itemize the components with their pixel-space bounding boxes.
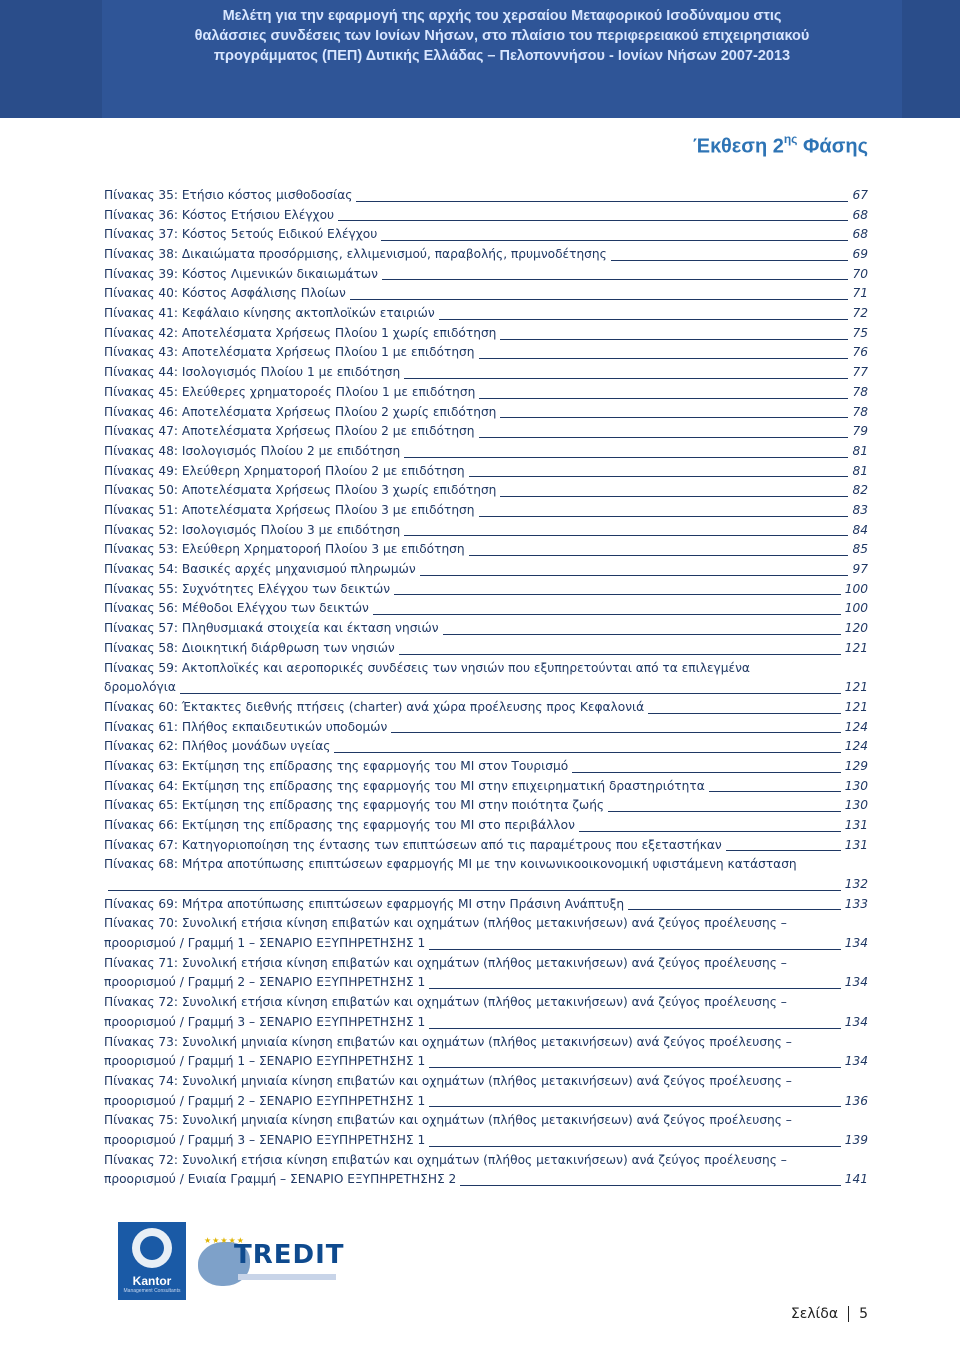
toc-entry-title: Πίνακας 56: Μέθοδοι Ελέγχου των δεικτών xyxy=(104,601,369,616)
toc-leader-line xyxy=(338,220,848,221)
toc-entry-page: 100 xyxy=(844,601,868,616)
toc-leader-line xyxy=(469,555,849,556)
phase-heading-prefix: Έκθεση 2 xyxy=(693,135,784,158)
toc-entry-page: 141 xyxy=(844,1172,868,1187)
toc-leader-line xyxy=(394,594,841,595)
toc-entry[interactable] xyxy=(104,363,868,383)
toc-leader-line xyxy=(648,713,841,714)
toc-entry-page: 81 xyxy=(852,443,868,458)
toc-entry-title: Πίνακας 69: Μήτρα αποτύπωσης επιπτώσεων εφαρμογής ΜΙ στην Πράσινη Ανάπτυξη xyxy=(104,896,625,911)
toc-entry-page: 78 xyxy=(852,384,868,399)
kantor-logo-subtext: Management Consultants xyxy=(123,1288,181,1294)
page-label: Σελίδα xyxy=(790,1306,839,1322)
toc-entry-page: 132 xyxy=(844,877,868,892)
toc-leader-line xyxy=(429,988,840,989)
toc-leader-line xyxy=(381,240,848,241)
toc-entry-page: 130 xyxy=(844,778,868,793)
toc-leader-line xyxy=(460,1185,840,1186)
toc-entry[interactable] xyxy=(104,1151,868,1190)
toc-entry-page: 67 xyxy=(852,187,868,202)
toc-entry-page: 77 xyxy=(852,365,868,380)
toc-entry-page: 134 xyxy=(844,1014,868,1029)
toc-entry[interactable] xyxy=(104,954,868,993)
toc-entry[interactable] xyxy=(104,521,868,541)
toc-entry[interactable] xyxy=(104,324,868,344)
toc-entry[interactable] xyxy=(104,895,868,915)
toc-leader-line xyxy=(628,909,841,910)
toc-entry-title: Πίνακας 47: Αποτελέσματα Χρήσεως Πλοίου 2 με επιδότηση xyxy=(104,424,475,439)
toc-entry[interactable] xyxy=(104,737,868,757)
toc-entry-title: προορισμού / Γραμμή 2 – ΣΕΝΑΡΙΟ ΕΞΥΠΗΡΕΤΗΣΗΣ 1 xyxy=(104,1093,426,1108)
toc-entry-title: Πίνακας 49: Ελεύθερη Χρηματοροή Πλοίου 2 με επιδότηση xyxy=(104,463,465,478)
tredit-logo xyxy=(198,1236,345,1292)
toc-entry-page: 124 xyxy=(844,739,868,754)
toc-leader-line xyxy=(429,1146,840,1147)
toc-leader-line xyxy=(108,890,841,891)
toc-entry[interactable] xyxy=(104,1072,868,1111)
toc-leader-line xyxy=(382,279,849,280)
document-header xyxy=(0,0,960,118)
toc-entry[interactable] xyxy=(104,304,868,324)
toc-leader-line xyxy=(439,319,849,320)
document-header-title xyxy=(102,6,902,66)
toc-entry-page: 134 xyxy=(844,975,868,990)
toc-entry-page: 82 xyxy=(852,483,868,498)
toc-entry-page: 71 xyxy=(852,286,868,301)
toc-entry-title: Πίνακας 64: Εκτίμηση της επίδρασης της εφαρμογής του ΜΙ στην επιχειρηματική δραστηριότητα xyxy=(104,778,705,793)
toc-entry[interactable] xyxy=(104,442,868,462)
toc-entry-first-line: Πίνακας 68: Μήτρα αποτύπωσης επιπτώσεων εφαρμογής ΜΙ με την κοινωνικοοικονομική υφιστάμενη κατάσταση xyxy=(104,857,797,872)
toc-entry-page: 121 xyxy=(844,640,868,655)
toc-entry-page: 78 xyxy=(852,404,868,419)
header-title-line: Μελέτη για την εφαρμογή της αρχής του χερσαίου Μεταφορικού Ισοδύναμου στις xyxy=(222,8,782,24)
toc-entry[interactable] xyxy=(104,1033,868,1072)
toc-entry-page: 68 xyxy=(852,227,868,242)
toc-entry-page: 136 xyxy=(844,1093,868,1108)
toc-entry-page: 121 xyxy=(844,680,868,695)
toc-entry-title: Πίνακας 55: Συχνότητες Ελέγχου των δεικτών xyxy=(104,581,390,596)
toc-entry-page: 121 xyxy=(844,699,868,714)
toc-entry[interactable] xyxy=(104,186,868,206)
toc-entry[interactable] xyxy=(104,1111,868,1150)
toc-entry-title: Πίνακας 36: Κόστος Ετήσιου Ελέγχου xyxy=(104,207,335,222)
toc-entry-page: 131 xyxy=(844,817,868,832)
tredit-logo-text: TREDIT xyxy=(234,1240,345,1270)
toc-leader-line xyxy=(356,201,848,202)
toc-leader-line xyxy=(391,732,840,733)
toc-entry[interactable] xyxy=(104,757,868,777)
toc-entry-title: Πίνακας 50: Αποτελέσματα Χρήσεως Πλοίου 3 χωρίς επιδότηση xyxy=(104,483,497,498)
toc-entry[interactable] xyxy=(104,836,868,856)
toc-entry-page: 134 xyxy=(844,936,868,951)
toc-entry-title: Πίνακας 52: Ισολογισμός Πλοίου 3 με επιδότηση xyxy=(104,522,401,537)
toc-entry-title: Πίνακας 35: Ετήσιο κόστος μισθοδοσίας xyxy=(104,187,353,202)
toc-leader-line xyxy=(572,772,841,773)
toc-entry-page: 129 xyxy=(844,758,868,773)
toc-entry[interactable] xyxy=(104,462,868,482)
header-title-line: θαλάσσιες συνδέσεις των Ιονίων Νήσων, στο πλαίσιο του περιφερειακού επιχειρησιακού xyxy=(194,28,810,44)
toc-entry-title: Πίνακας 60: Έκτακτες διεθνής πτήσεις (charter) ανά χώρα προέλευσης προς Κεφαλονιά xyxy=(104,699,645,714)
toc-entry-page: 79 xyxy=(852,424,868,439)
toc-entry[interactable] xyxy=(104,560,868,580)
toc-leader-line xyxy=(500,417,848,418)
toc-entry-first-line: Πίνακας 72: Συνολική ετήσια κίνηση επιβατών και οχημάτων (πλήθος μετακινήσεων) ανά ζεύγος προέλευσης – xyxy=(104,995,787,1010)
toc-entry-page: 131 xyxy=(844,837,868,852)
toc-entry-title: Πίνακας 39: Κόστος Λιμενικών δικαιωμάτων xyxy=(104,266,378,281)
eu-stars-icon: ★★★★★ xyxy=(204,1236,245,1245)
toc-leader-line xyxy=(429,1106,840,1107)
header-right-band xyxy=(902,0,960,118)
table-of-tables-list xyxy=(104,186,868,1190)
toc-leader-line xyxy=(500,496,848,497)
toc-leader-line xyxy=(608,811,841,812)
toc-entry[interactable] xyxy=(104,403,868,423)
toc-entry[interactable] xyxy=(104,580,868,600)
toc-leader-line xyxy=(404,535,848,536)
toc-entry-page: 85 xyxy=(852,542,868,557)
toc-entry-title: Πίνακας 62: Πλήθος μονάδων υγείας xyxy=(104,739,331,754)
toc-entry-title: Πίνακας 48: Ισολογισμός Πλοίου 2 με επιδότηση xyxy=(104,443,401,458)
page-number: 5 xyxy=(859,1306,868,1322)
toc-entry[interactable] xyxy=(104,639,868,659)
toc-entry-page: 124 xyxy=(844,719,868,734)
toc-entry-page: 81 xyxy=(852,463,868,478)
footer-logos xyxy=(118,1222,418,1302)
toc-leader-line xyxy=(429,1028,840,1029)
toc-leader-line xyxy=(469,476,849,477)
toc-entry-first-line: Πίνακας 73: Συνολική μηνιαία κίνηση επιβατών και οχημάτων (πλήθος μετακινήσεων) ανά ζεύγος προέλευσης – xyxy=(104,1034,792,1049)
toc-entry[interactable] xyxy=(104,344,868,364)
kantor-logo xyxy=(118,1222,186,1300)
toc-entry-title: προορισμού / Ενιαία Γραμμή – ΣΕΝΑΡΙΟ ΕΞΥΠΗΡΕΤΗΣΗΣ 2 xyxy=(104,1172,457,1187)
toc-entry-title: δρομολόγια xyxy=(104,680,176,695)
toc-entry-title: Πίνακας 66: Εκτίμηση της επίδρασης της εφαρμογής του ΜΙ στο περιβάλλον xyxy=(104,817,575,832)
toc-entry-title: Πίνακας 58: Διοικητική διάρθρωση των νησιών xyxy=(104,640,395,655)
toc-entry-title: Πίνακας 51: Αποτελέσματα Χρήσεως Πλοίου 3 με επιδότηση xyxy=(104,502,475,517)
toc-leader-line xyxy=(500,339,848,340)
toc-entry-page: 69 xyxy=(852,247,868,262)
toc-entry[interactable] xyxy=(104,481,868,501)
toc-leader-line xyxy=(404,378,848,379)
toc-entry[interactable] xyxy=(104,659,868,698)
toc-entry-title: Πίνακας 40: Κόστος Ασφάλισης Πλοίων xyxy=(104,286,346,301)
toc-entry-page: 120 xyxy=(844,621,868,636)
toc-entry-last-line xyxy=(104,974,868,994)
toc-entry-title: προορισμού / Γραμμή 3 – ΣΕΝΑΡΙΟ ΕΞΥΠΗΡΕΤΗΣΗΣ 1 xyxy=(104,1014,426,1029)
toc-entry[interactable] xyxy=(104,914,868,953)
toc-entry-title: Πίνακας 46: Αποτελέσματα Χρήσεως Πλοίου 2 χωρίς επιδότηση xyxy=(104,404,497,419)
header-left-band xyxy=(0,0,102,118)
toc-entry[interactable] xyxy=(104,777,868,797)
phase-heading xyxy=(693,134,868,159)
toc-entry[interactable] xyxy=(104,501,868,521)
toc-entry-title: προορισμού / Γραμμή 3 – ΣΕΝΑΡΙΟ ΕΞΥΠΗΡΕΤΗΣΗΣ 1 xyxy=(104,1132,426,1147)
kantor-logo-text: Kantor xyxy=(132,1274,172,1288)
toc-entry-first-line: Πίνακας 72: Συνολική ετήσια κίνηση επιβατών και οχημάτων (πλήθος μετακινήσεων) ανά ζεύγος προέλευσης – xyxy=(104,1152,787,1167)
toc-entry-title: προορισμού / Γραμμή 1 – ΣΕΝΑΡΙΟ ΕΞΥΠΗΡΕΤΗΣΗΣ 1 xyxy=(104,936,426,951)
toc-entry-last-line xyxy=(104,678,868,698)
toc-entry-page: 76 xyxy=(852,345,868,360)
toc-entry-page: 97 xyxy=(852,562,868,577)
toc-entry[interactable] xyxy=(104,816,868,836)
toc-entry-first-line: Πίνακας 74: Συνολική μηνιαία κίνηση επιβατών και οχημάτων (πλήθος μετακινήσεων) ανά ζεύγος προέλευσης – xyxy=(104,1073,792,1088)
toc-leader-line xyxy=(611,260,849,261)
toc-entry-last-line xyxy=(104,1170,868,1190)
toc-entry-last-line xyxy=(104,934,868,954)
toc-entry[interactable] xyxy=(104,993,868,1032)
page-separator xyxy=(848,1306,849,1322)
toc-entry[interactable] xyxy=(104,619,868,639)
toc-entry-title: Πίνακας 65: Εκτίμηση της επίδρασης της εφαρμογής του ΜΙ στην ποιότητα ζωής xyxy=(104,798,605,813)
toc-leader-line xyxy=(404,457,848,458)
toc-entry-title: Πίνακας 67: Κατηγοριοποίηση της έντασης των επιπτώσεων από τις παραμέτρους που εξεταστήκαν xyxy=(104,837,722,852)
toc-entry[interactable] xyxy=(104,206,868,226)
toc-leader-line xyxy=(579,831,841,832)
toc-leader-line xyxy=(350,299,849,300)
toc-entry[interactable] xyxy=(104,540,868,560)
toc-leader-line xyxy=(429,1067,840,1068)
toc-entry[interactable] xyxy=(104,698,868,718)
toc-entry-last-line xyxy=(104,1092,868,1112)
toc-leader-line xyxy=(373,614,841,615)
toc-entry-page: 134 xyxy=(844,1054,868,1069)
toc-entry[interactable] xyxy=(104,245,868,265)
toc-leader-line xyxy=(479,437,849,438)
toc-leader-line xyxy=(334,752,840,753)
toc-leader-line xyxy=(709,791,841,792)
toc-entry[interactable] xyxy=(104,225,868,245)
toc-entry-title: Πίνακας 41: Κεφάλαιο κίνησης ακτοπλοϊκών εταιριών xyxy=(104,306,435,321)
toc-entry-title: Πίνακας 37: Κόστος 5ετούς Ειδικού Ελέγχου xyxy=(104,227,378,242)
toc-entry[interactable] xyxy=(104,599,868,619)
toc-entry-first-line: Πίνακας 71: Συνολική ετήσια κίνηση επιβατών και οχημάτων (πλήθος μετακινήσεων) ανά ζεύγος προέλευσης – xyxy=(104,955,787,970)
toc-leader-line xyxy=(479,358,849,359)
tredit-logo-bar xyxy=(238,1274,336,1280)
toc-entry-last-line xyxy=(104,875,868,895)
toc-entry-page: 75 xyxy=(852,325,868,340)
toc-leader-line xyxy=(399,654,841,655)
toc-entry-first-line: Πίνακας 59: Ακτοπλοϊκές και αεροπορικές συνδέσεις των νησιών που εξυπηρετούνται από τα επιλεγμένα xyxy=(104,660,750,675)
toc-entry-page: 72 xyxy=(852,306,868,321)
toc-entry-title: Πίνακας 63: Εκτίμηση της επίδρασης της εφαρμογής του ΜΙ στον Τουρισμό xyxy=(104,758,569,773)
toc-leader-line xyxy=(726,850,841,851)
toc-entry-page: 84 xyxy=(852,522,868,537)
toc-entry-last-line xyxy=(104,1052,868,1072)
phase-heading-suffix: Φάσης xyxy=(797,135,868,158)
toc-entry[interactable] xyxy=(104,422,868,442)
toc-entry[interactable] xyxy=(104,265,868,285)
toc-entry[interactable] xyxy=(104,855,868,894)
toc-leader-line xyxy=(180,693,841,694)
toc-entry-title: Πίνακας 44: Ισολογισμός Πλοίου 1 με επιδότηση xyxy=(104,365,401,380)
toc-entry-page: 130 xyxy=(844,798,868,813)
toc-entry-page: 83 xyxy=(852,502,868,517)
toc-leader-line xyxy=(420,575,849,576)
toc-entry-title: προορισμού / Γραμμή 1 – ΣΕΝΑΡΙΟ ΕΞΥΠΗΡΕΤΗΣΗΣ 1 xyxy=(104,1054,426,1069)
toc-entry-title: Πίνακας 54: Βασικές αρχές μηχανισμού πληρωμών xyxy=(104,562,416,577)
toc-entry[interactable] xyxy=(104,718,868,738)
header-title-line: προγράμματος (ΠΕΠ) Δυτικής Ελλάδας – Πελοποννήσου - Ιονίων Νήσων 2007-2013 xyxy=(213,48,791,64)
toc-entry-title: Πίνακας 45: Ελεύθερες χρηματοροές Πλοίου 1 με επιδότηση xyxy=(104,384,476,399)
toc-entry[interactable] xyxy=(104,383,868,403)
toc-entry-title: Πίνακας 43: Αποτελέσματα Χρήσεως Πλοίου 1 με επιδότηση xyxy=(104,345,475,360)
toc-leader-line xyxy=(479,516,849,517)
toc-entry-last-line xyxy=(104,1131,868,1151)
toc-entry-page: 139 xyxy=(844,1132,868,1147)
toc-entry-title: Πίνακας 53: Ελεύθερη Χρηματοροή Πλοίου 3 με επιδότηση xyxy=(104,542,465,557)
toc-leader-line xyxy=(443,634,841,635)
toc-entry-page: 70 xyxy=(852,266,868,281)
toc-entry-title: Πίνακας 42: Αποτελέσματα Χρήσεως Πλοίου 1 χωρίς επιδότηση xyxy=(104,325,497,340)
toc-entry[interactable] xyxy=(104,284,868,304)
toc-entry-title: Πίνακας 57: Πληθυσμιακά στοιχεία και έκταση νησιών xyxy=(104,621,439,636)
toc-entry-page: 100 xyxy=(844,581,868,596)
toc-entry-page: 68 xyxy=(852,207,868,222)
toc-entry[interactable] xyxy=(104,796,868,816)
toc-leader-line xyxy=(479,398,848,399)
toc-entry-title: Πίνακας 38: Δικαιώματα προσόρμισης, ελλιμενισμού, παραβολής, πρυμνοδέτησης xyxy=(104,247,607,262)
toc-entry-title: προορισμού / Γραμμή 2 – ΣΕΝΑΡΙΟ ΕΞΥΠΗΡΕΤΗΣΗΣ 1 xyxy=(104,975,426,990)
page-footer xyxy=(791,1306,868,1322)
toc-entry-title: Πίνακας 61: Πλήθος εκπαιδευτικών υποδομών xyxy=(104,719,388,734)
phase-heading-sup: ης xyxy=(783,132,798,146)
toc-entry-first-line: Πίνακας 75: Συνολική μηνιαία κίνηση επιβατών και οχημάτων (πλήθος μετακινήσεων) ανά ζεύγος προέλευσης – xyxy=(104,1113,792,1128)
toc-entry-first-line: Πίνακας 70: Συνολική ετήσια κίνηση επιβατών και οχημάτων (πλήθος μετακινήσεων) ανά ζεύγος προέλευσης – xyxy=(104,916,787,931)
toc-leader-line xyxy=(429,949,840,950)
kantor-swirl-inner-icon xyxy=(140,1236,164,1260)
toc-entry-page: 133 xyxy=(844,896,868,911)
toc-entry-last-line xyxy=(104,1013,868,1033)
